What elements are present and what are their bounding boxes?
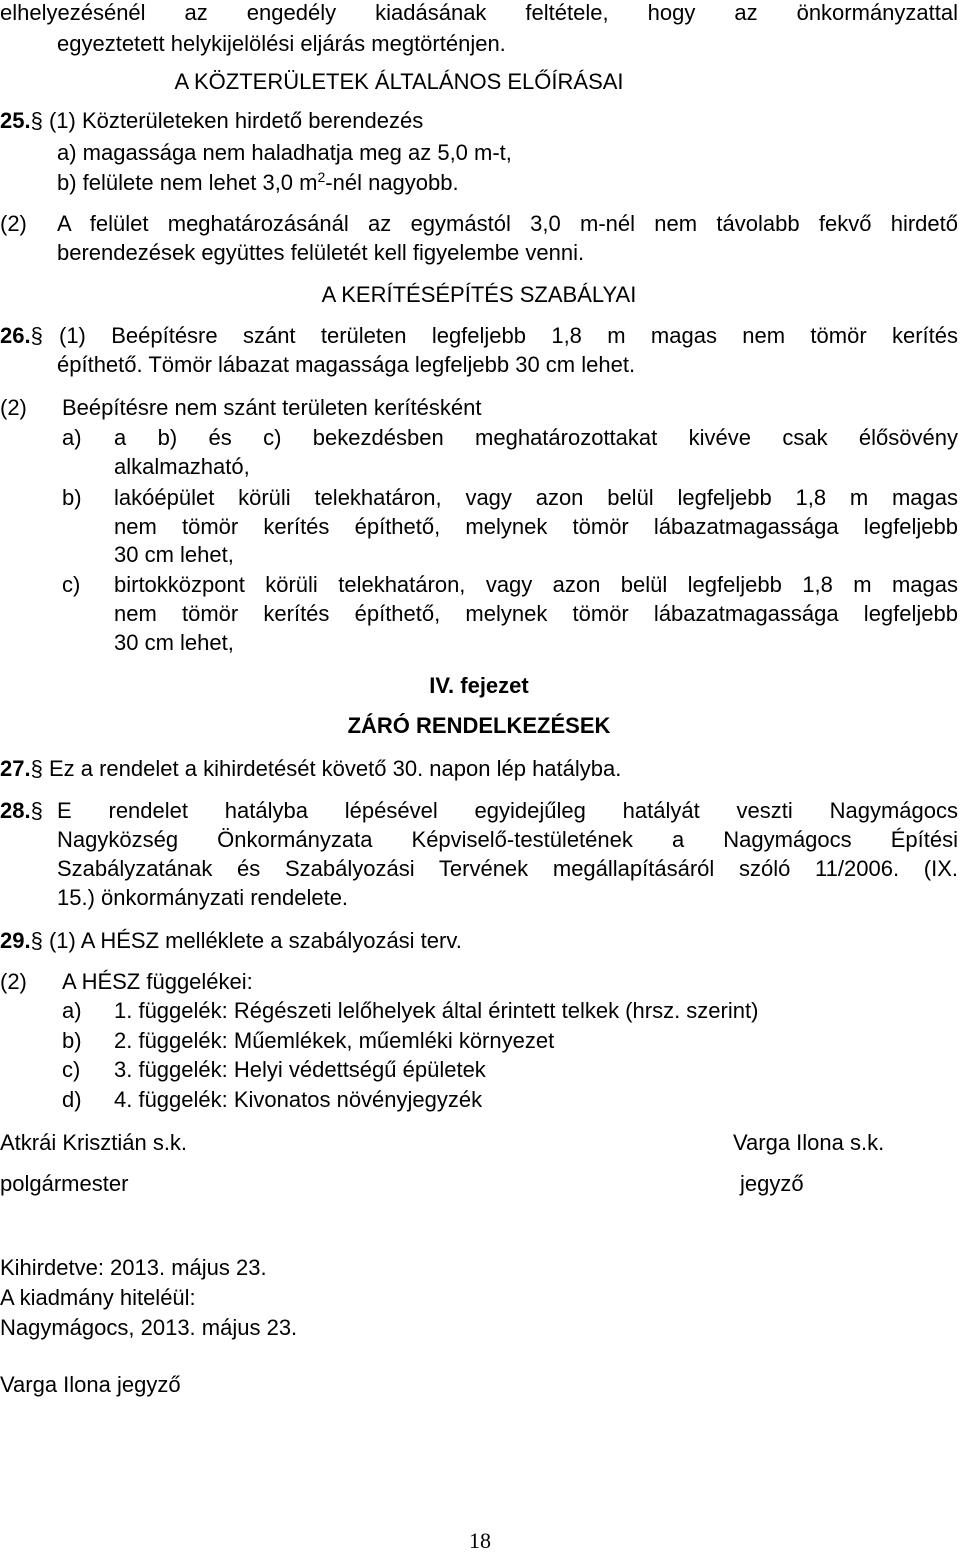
list-item-line: a b) és c) bekezdésben meghatározottakat kivéve csak élősövény [114,425,958,450]
section-sign: § [30,323,43,348]
section-heading: A KERÍTÉSÉPÍTÉS SZABÁLYAI [321,282,637,307]
section-25 [0,108,423,134]
paragraph-text: (1) Közterületeken hirdető berendezés [48,108,424,133]
list-item [57,170,459,196]
paragraph-text: Beépítésre nem szánt területen kerítésként [62,395,482,420]
paragraph-line: 15.) önkormányzati rendelete. [57,885,349,910]
paragraph-line: egyeztetett helykijelölési eljárás megtörténjen. [57,31,506,56]
paragraph-line: (1) Beépítésre szánt területen legfeljebb 1,8 m magas nem tömör kerítés [59,323,958,348]
list-item-text: 2. függelék: Műemlékek, műemléki környezet [114,1028,555,1053]
paragraph-line: E rendelet hatályba lépésével egyidejűleg hatályát veszti Nagymágocs [57,798,958,823]
section-number: 28. [0,798,31,823]
paragraph-line: A felület meghatározásánál az egymástól 3,0 m-nél nem távolabb fekvő hirdető [57,211,958,236]
list-item-label: b) [62,1028,82,1053]
section-sign: § [30,928,43,953]
section-heading: A KÖZTERÜLETEK ÁLTALÁNOS ELŐÍRÁSAI [174,69,624,94]
list-item-text: b) felülete nem lehet 3,0 m [57,170,318,195]
list-item-label: a) [62,998,82,1023]
list-item-line: lakóépület körüli telekhatáron, vagy azon belül legfeljebb 1,8 m magas [114,485,958,510]
list-item-line: nem tömör kerítés építhető, melynek tömör lábazatmagassága legfeljebb [114,514,958,539]
section-number: 25. [0,108,31,133]
certifier: Varga Ilona jegyző [0,1372,181,1397]
section-sign: § [30,798,43,823]
list-item-line: alkalmazható, [114,454,250,479]
paragraph-label: (2) [0,395,27,420]
paragraph-line: berendezések együttes felületét kell figyelembe venni. [57,240,585,265]
list-item-line: 30 cm lehet, [114,542,234,567]
page-number: 18 [469,1528,491,1553]
superscript: 2 [317,169,326,185]
signatory-title-right: jegyző [740,1171,804,1196]
section-27 [0,756,621,782]
list-item-text: -nél nagyobb. [325,170,459,195]
promulgation-date: Kihirdetve: 2013. május 23. [0,1255,267,1280]
paragraph-text: A HÉSZ függelékei: [62,969,253,994]
list-item-line: nem tömör kerítés építhető, melynek tömör lábazatmagassága legfeljebb [114,601,958,626]
signatory-name-right: Varga Ilona s.k. [733,1130,885,1155]
paragraph-line: Szabályzatának és Szabályozási Tervének megállapításáról szóló 11/2006. (IX. [57,856,958,881]
paragraph-text: (1) A HÉSZ melléklete a szabályozási terv. [48,928,462,953]
paragraph-line: építhető. Tömör lábazat magassága legfeljebb 30 cm lehet. [57,352,636,377]
paragraph-line: elhelyezésénél az engedély kiadásának feltétele, hogy az önkormányzattal [0,0,958,25]
paragraph-line: Nagyközség Önkormányzata Képviselő-testületének a Nagymágocs Építési [57,827,958,852]
paragraph-label: (2) [0,211,27,236]
section-sign: § [30,108,43,133]
list-item-label: c) [62,572,81,597]
signatory-name-left: Atkrái Krisztián s.k. [0,1130,188,1155]
section-number: 29. [0,928,31,953]
section-number: 26. [0,323,31,348]
list-item-label: d) [62,1087,82,1112]
chapter-title: ZÁRÓ RENDELKEZÉSEK [347,713,611,738]
list-item-text: 1. függelék: Régészeti lelőhelyek által érintett telkek (hrsz. szerint) [114,998,759,1023]
list-item-text: 3. függelék: Helyi védettségű épületek [114,1057,486,1082]
signatory-title-left: polgármester [0,1171,129,1196]
section-number-row [0,798,43,824]
list-item: a) magassága nem haladhatja meg az 5,0 m-t, [57,140,512,165]
certification-label: A kiadmány hiteléül: [0,1285,196,1310]
section-number-row [0,323,43,349]
paragraph-text: Ez a rendelet a kihirdetését követő 30. napon lép hatályba. [48,756,622,781]
list-item-label: b) [62,485,82,510]
list-item-line: birtokközpont körüli telekhatáron, vagy azon belül legfeljebb 1,8 m magas [114,572,958,597]
section-sign: § [30,756,43,781]
chapter-number: IV. fejezet [429,673,529,698]
place-date: Nagymágocs, 2013. május 23. [0,1315,298,1340]
section-number: 27. [0,756,31,781]
list-item-text: 4. függelék: Kivonatos növényjegyzék [114,1087,483,1112]
paragraph-label: (2) [0,969,27,994]
section-29 [0,928,462,954]
list-item-label: a) [62,425,82,450]
list-item-label: c) [62,1057,81,1082]
list-item-line: 30 cm lehet, [114,630,234,655]
